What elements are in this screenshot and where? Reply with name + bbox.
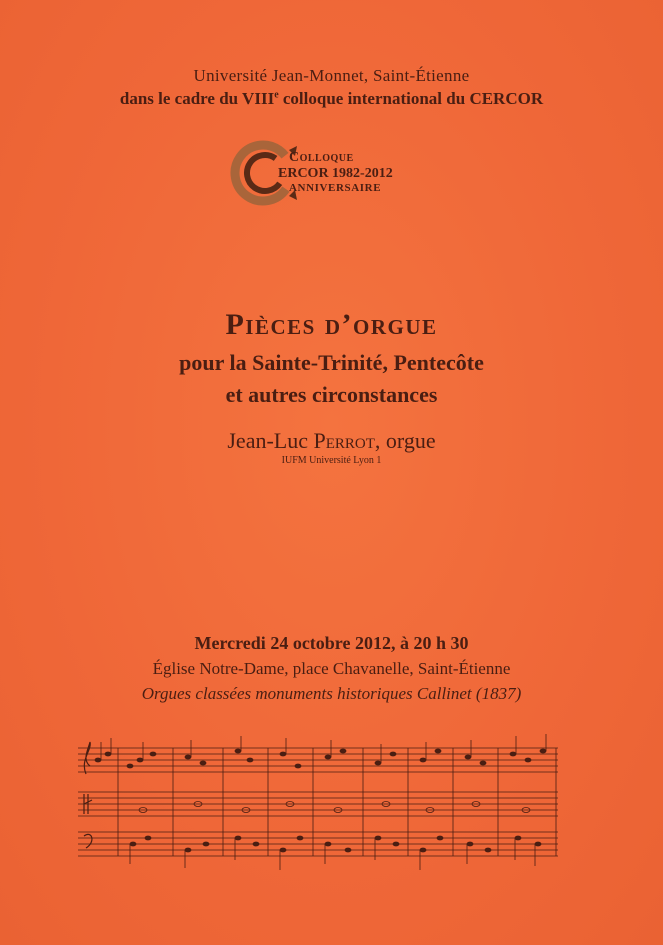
page-title: Pièces d’orgue xyxy=(225,308,438,341)
cercor-anniversary-logo xyxy=(229,140,429,206)
context-line xyxy=(0,89,663,109)
score-barlines xyxy=(118,748,556,856)
university-name: Université Jean-Monnet, Saint-Étienne xyxy=(193,66,470,85)
performer-last-name: Perrot xyxy=(313,428,375,453)
event-organ: Orgues classées monuments historiques Callinet (1837) xyxy=(141,684,522,703)
event-place: Église Notre-Dame, place Chavanelle, Saint-Étienne xyxy=(152,659,511,678)
event-date-time: Mercredi 24 octobre 2012, à 20 h 30 xyxy=(194,633,469,653)
logo-line-cercor: ERCOR 1982-2012 xyxy=(278,166,393,181)
score-staff-bottom xyxy=(78,832,558,856)
logo-line-colloque: Colloque xyxy=(289,150,354,165)
score-staff-top xyxy=(78,748,558,772)
context-suffix: colloque international du CERCOR xyxy=(278,89,544,108)
score-notes-top xyxy=(95,749,546,768)
subtitle-line-2: et autres circonstances xyxy=(225,382,438,407)
performer xyxy=(0,428,663,454)
performer-affiliation: IUFM Université Lyon 1 xyxy=(281,455,382,466)
score-notes-middle xyxy=(139,802,530,813)
music-score-illustration xyxy=(78,730,558,880)
subtitle-line-1: pour la Sainte-Trinité, Pentecôte xyxy=(179,350,484,375)
performer-first-name: Jean-Luc xyxy=(227,428,314,453)
performer-role: , orgue xyxy=(374,428,436,453)
context-superscript: e xyxy=(274,89,279,101)
score-staff-middle xyxy=(78,792,558,816)
logo-line-anniversaire: ANNIVERSAIRE xyxy=(289,182,382,194)
context-prefix: dans le cadre du VIII xyxy=(119,89,275,108)
